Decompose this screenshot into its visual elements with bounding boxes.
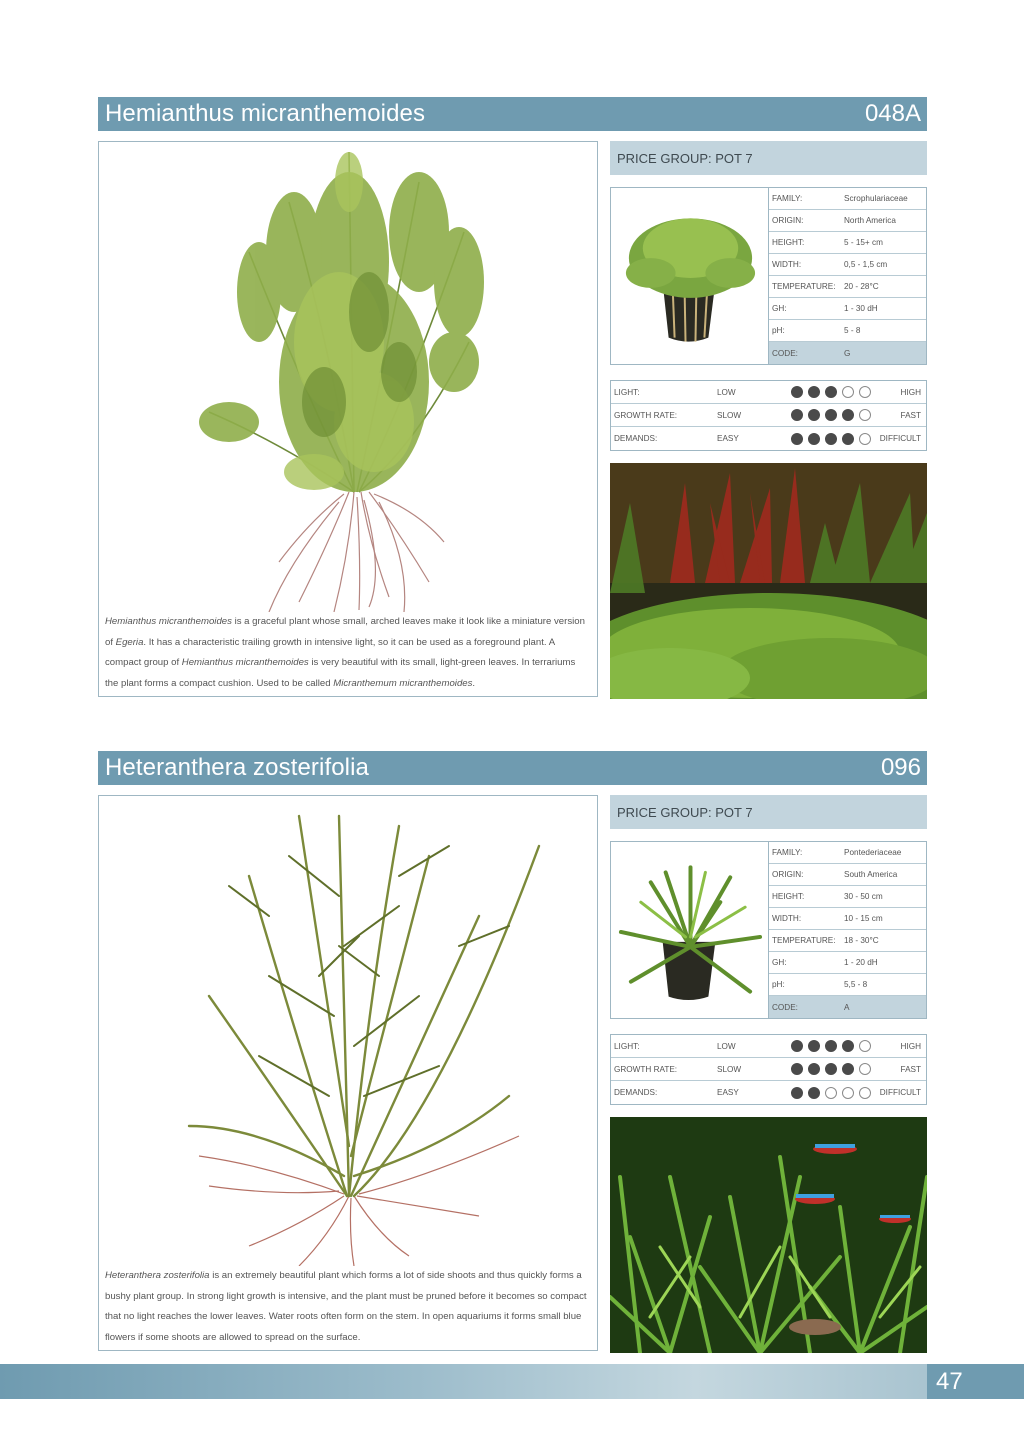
plant-info-box xyxy=(610,187,927,365)
rating-dot-empty xyxy=(859,433,871,445)
info-row-code: CODE: A xyxy=(769,996,926,1018)
plant-info-table xyxy=(769,842,926,1018)
rating-box xyxy=(610,380,927,451)
plant-illustration-panel xyxy=(98,141,598,697)
rating-light: LIGHT: LOW HIGH xyxy=(611,1035,926,1058)
rating-dot-empty xyxy=(842,386,854,398)
info-row-height: HEIGHT: 5 - 15+ cm xyxy=(769,232,926,254)
rating-dot-filled xyxy=(825,433,837,445)
plant-title-bar xyxy=(98,97,927,131)
rating-dot-filled xyxy=(825,1040,837,1052)
info-row-origin: ORIGIN: South America xyxy=(769,864,926,886)
rating-demands: DEMANDS: EASY DIFFICULT xyxy=(614,434,921,443)
plant-illustration xyxy=(99,142,597,612)
rating-dot-filled xyxy=(825,386,837,398)
potted-plant-photo xyxy=(611,188,769,364)
rating-dot-empty xyxy=(859,1063,871,1075)
rating-dot-empty xyxy=(859,386,871,398)
plant-name: Hemianthus micranthemoides xyxy=(105,100,426,127)
rating-dot-filled xyxy=(842,1040,854,1052)
rating-dot-filled xyxy=(808,409,820,421)
rating-dots xyxy=(791,386,877,398)
rating-dot-filled xyxy=(791,1040,803,1052)
rating-dot-filled xyxy=(791,409,803,421)
potted-plant-photo xyxy=(611,842,769,1018)
plant-description: Heteranthera zosterifolia is an extremely beautiful plant which forms a lot of side shoots and thus quickly forms a bushy plant group. In strong light growth is intensive, and the plant must be pruned before it becomes so compact that no light reaches the lower leaves. Water roots often form on the stem. In open aquariums it forms small blue flowers if some shoots are allowed to spread on the surface. xyxy=(105,1270,587,1343)
plant-details-column xyxy=(610,795,927,1358)
info-row-width: WIDTH: 0,5 - 1,5 cm xyxy=(769,254,926,276)
rating-dot-filled xyxy=(825,409,837,421)
info-row-ph: pH: 5 - 8 xyxy=(769,320,926,342)
info-row-code: CODE: G xyxy=(769,342,926,364)
plant-info-table xyxy=(769,188,926,364)
rating-dot-empty xyxy=(859,1087,871,1099)
price-group-bar: PRICE GROUP: POT 7 xyxy=(610,795,927,829)
rating-dot-filled xyxy=(808,386,820,398)
rating-dot-empty xyxy=(859,409,871,421)
info-row-gh: GH: 1 - 30 dH xyxy=(769,298,926,320)
footer-bar xyxy=(0,1364,927,1399)
rating-dot-filled xyxy=(808,433,820,445)
plant-illustration-panel xyxy=(98,795,598,1351)
rating-dot-filled xyxy=(791,1063,803,1075)
plant-details-column xyxy=(610,141,927,704)
rating-dots xyxy=(791,1087,877,1099)
plant-title-bar xyxy=(98,751,927,785)
rating-dot-empty xyxy=(825,1087,837,1099)
info-row-family: FAMILY: Scrophulariaceae xyxy=(769,188,926,210)
rating-dots xyxy=(791,433,877,445)
plant-code: 096 xyxy=(880,754,921,781)
info-row-temperature: TEMPERATURE: 20 - 28°C xyxy=(769,276,926,298)
rating-box xyxy=(610,1034,927,1105)
rating-light: LIGHT: LOW HIGH xyxy=(611,381,926,404)
page-number: 47 xyxy=(927,1364,1024,1399)
rating-dot-filled xyxy=(791,1087,803,1099)
rating-dot-filled xyxy=(791,433,803,445)
rating-dot-filled xyxy=(808,1087,820,1099)
info-row-family: FAMILY: Pontederiaceae xyxy=(769,842,926,864)
info-row-origin: ORIGIN: North America xyxy=(769,210,926,232)
rating-dot-filled xyxy=(842,409,854,421)
plant-code: 048A xyxy=(864,100,921,127)
rating-dots xyxy=(791,1040,877,1052)
info-row-temperature: TEMPERATURE: 18 - 30°C xyxy=(769,930,926,952)
rating-dot-filled xyxy=(808,1063,820,1075)
rating-demands: DEMANDS: EASY DIFFICULT xyxy=(614,1088,921,1097)
info-row-height: HEIGHT: 30 - 50 cm xyxy=(769,886,926,908)
info-row-width: WIDTH: 10 - 15 cm xyxy=(769,908,926,930)
aquarium-photo xyxy=(610,463,927,699)
plant-section-1 xyxy=(98,97,927,689)
rating-dots xyxy=(791,1063,877,1075)
plant-name: Heteranthera zosterifolia xyxy=(105,754,369,781)
rating-dot-filled xyxy=(842,433,854,445)
info-row-gh: GH: 1 - 20 dH xyxy=(769,952,926,974)
plant-info-box xyxy=(610,841,927,1019)
rating-dot-filled xyxy=(791,386,803,398)
rating-dot-empty xyxy=(859,1040,871,1052)
rating-dot-empty xyxy=(842,1087,854,1099)
rating-dots xyxy=(791,409,877,421)
rating-dot-filled xyxy=(825,1063,837,1075)
plant-section-2 xyxy=(98,751,927,1343)
rating-growth-rate: GROWTH RATE: SLOW FAST xyxy=(611,404,926,427)
aquarium-photo xyxy=(610,1117,927,1353)
price-group-bar: PRICE GROUP: POT 7 xyxy=(610,141,927,175)
rating-growth-rate: GROWTH RATE: SLOW FAST xyxy=(611,1058,926,1081)
info-row-ph: pH: 5,5 - 8 xyxy=(769,974,926,996)
plant-illustration xyxy=(99,796,597,1266)
plant-description: Hemianthus micranthemoides is a graceful plant whose small, arched leaves make it look like a miniature version of Egeria. It has a characteristic trailing growth in intensive light, so it can be used as a foreground plant. A compact group of Hemianthus micranthemoides is very beautiful with its small, light-green leaves. In terrariums the plant forms a compact cushion. Used to be called Micranthemum micranthemoides. xyxy=(105,616,585,689)
rating-dot-filled xyxy=(842,1063,854,1075)
rating-dot-filled xyxy=(808,1040,820,1052)
